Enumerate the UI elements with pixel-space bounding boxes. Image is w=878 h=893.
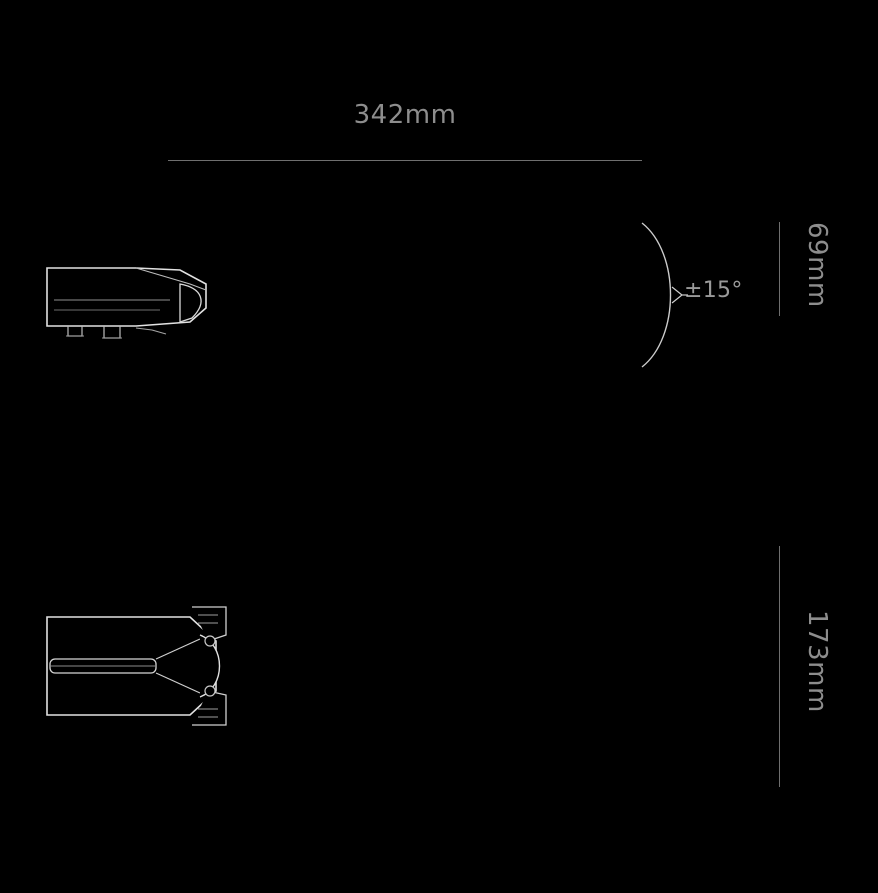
foot-left bbox=[68, 326, 82, 336]
tilt-angle-label: ±15° bbox=[684, 278, 743, 303]
tilt-arc-arrow bbox=[672, 287, 682, 303]
tilt-arc-path bbox=[642, 223, 671, 367]
height-dimension-label: 69mm bbox=[802, 222, 832, 308]
pivot-hub-top bbox=[205, 636, 215, 646]
depth-dimension-line bbox=[779, 546, 780, 787]
foot-right bbox=[104, 326, 120, 338]
top-plan-view bbox=[40, 595, 260, 735]
side-elevation-view bbox=[40, 240, 240, 360]
cable-stub bbox=[136, 328, 166, 334]
pivot-hub-bottom bbox=[205, 686, 215, 696]
tilt-arc-indicator bbox=[600, 215, 710, 375]
width-dimension-label: 342mm bbox=[353, 100, 457, 130]
width-dimension-line bbox=[168, 160, 642, 161]
height-dimension-line bbox=[779, 222, 780, 316]
depth-dimension-label: 173mm bbox=[802, 610, 832, 713]
